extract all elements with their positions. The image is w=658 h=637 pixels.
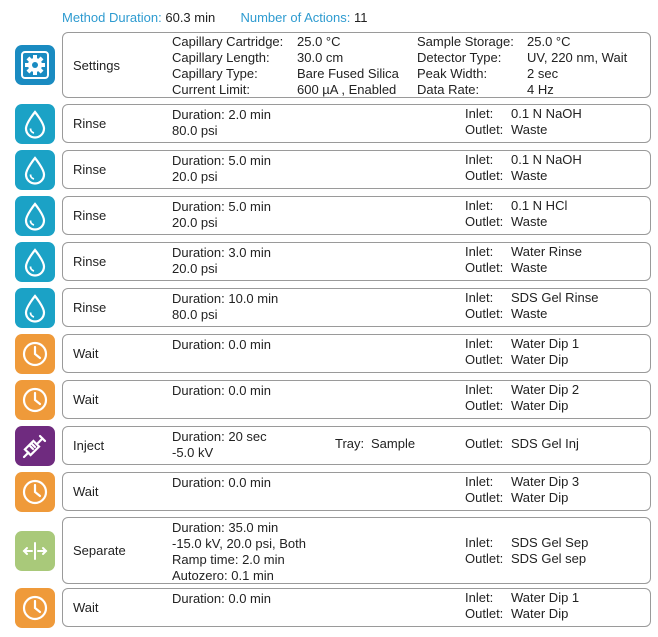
step-details bbox=[172, 199, 271, 231]
tray-value: Sample bbox=[371, 436, 416, 451]
settings-left-labels bbox=[172, 34, 283, 98]
step-detail-line: Duration: 0.0 min bbox=[172, 337, 271, 352]
outlet-label: Outlet: bbox=[465, 168, 504, 183]
inlet-outlet-labels bbox=[465, 198, 503, 230]
inlet-label: Inlet: bbox=[465, 152, 494, 167]
outlet-value: Water Dip bbox=[511, 398, 569, 413]
setting-label: Current Limit: bbox=[172, 82, 251, 97]
step-detail-line: 20.0 psi bbox=[172, 261, 218, 276]
outlet-value: Water Dip bbox=[511, 352, 569, 367]
method-duration-label: Method Duration: bbox=[62, 10, 162, 25]
step-detail-line: Duration: 0.0 min bbox=[172, 475, 271, 490]
outlet-value: Waste bbox=[511, 260, 548, 275]
step-detail-line: Duration: 20 sec bbox=[172, 429, 267, 444]
setting-label: Capillary Length: bbox=[172, 50, 270, 65]
method-summary bbox=[62, 10, 367, 25]
step-card[interactable] bbox=[62, 104, 651, 143]
step-details bbox=[172, 245, 271, 277]
step-name: Inject bbox=[73, 438, 105, 453]
step-name: Wait bbox=[73, 484, 99, 499]
step-row-separate[interactable] bbox=[0, 517, 658, 584]
step-row-rinse[interactable] bbox=[0, 196, 658, 235]
tray-label: Tray: bbox=[335, 436, 365, 451]
step-detail-line: Duration: 0.0 min bbox=[172, 383, 271, 398]
outlet-value: Waste bbox=[511, 214, 548, 229]
inlet-value: 0.1 N HCl bbox=[511, 198, 568, 213]
setting-value: 4 Hz bbox=[527, 82, 554, 97]
inlet-outlet-values bbox=[511, 535, 588, 567]
step-detail-line: Duration: 5.0 min bbox=[172, 199, 271, 214]
step-card[interactable] bbox=[62, 380, 651, 419]
outlet-value: Waste bbox=[511, 306, 548, 321]
outlet-label: Outlet: bbox=[465, 352, 504, 367]
setting-label: Data Rate: bbox=[417, 82, 480, 97]
inlet-outlet-values bbox=[511, 336, 579, 368]
outlet-label: Outlet: bbox=[465, 214, 504, 229]
inlet-outlet-labels bbox=[465, 474, 503, 506]
step-card[interactable] bbox=[62, 334, 651, 373]
step-card[interactable] bbox=[62, 472, 651, 511]
settings-right-values bbox=[527, 34, 627, 98]
setting-label: Peak Width: bbox=[417, 66, 488, 81]
water-drop-icon bbox=[15, 150, 55, 190]
inlet-label: Inlet: bbox=[465, 106, 494, 121]
setting-value: 600 µA , Enabled bbox=[297, 82, 397, 97]
water-drop-icon bbox=[15, 196, 55, 236]
step-details bbox=[172, 429, 267, 461]
inlet-value: SDS Gel Sep bbox=[511, 535, 589, 550]
inlet-label: Inlet: bbox=[465, 198, 494, 213]
step-detail-line: Duration: 0.0 min bbox=[172, 591, 271, 606]
inlet-value: Water Dip 3 bbox=[511, 474, 580, 489]
step-details bbox=[172, 383, 271, 399]
inlet-outlet-values bbox=[511, 474, 579, 506]
inlet-label: Inlet: bbox=[465, 336, 494, 351]
step-name: Wait bbox=[73, 346, 99, 361]
outlet-label: Outlet: bbox=[465, 306, 504, 321]
inlet-value: Water Rinse bbox=[511, 244, 583, 259]
clock-icon bbox=[15, 472, 55, 512]
outlet-value: Waste bbox=[511, 122, 548, 137]
clock-icon bbox=[15, 588, 55, 628]
outlet-value: SDS Gel Inj bbox=[511, 436, 579, 451]
inlet-label: Inlet: bbox=[465, 244, 494, 259]
step-row-wait[interactable] bbox=[0, 588, 658, 627]
step-row-wait[interactable] bbox=[0, 472, 658, 511]
inlet-outlet-labels bbox=[465, 152, 503, 184]
step-detail-line: 80.0 psi bbox=[172, 307, 218, 322]
outlet-label: Outlet: bbox=[465, 398, 504, 413]
clock-icon bbox=[15, 334, 55, 374]
inlet-value: 0.1 N NaOH bbox=[511, 152, 582, 167]
inlet-outlet-values bbox=[511, 290, 598, 322]
step-details bbox=[172, 475, 271, 491]
step-row-rinse[interactable] bbox=[0, 104, 658, 143]
setting-label: Capillary Cartridge: bbox=[172, 34, 284, 49]
step-detail-line: Duration: 35.0 min bbox=[172, 520, 279, 535]
inlet-outlet-labels bbox=[465, 590, 503, 622]
step-row-rinse[interactable] bbox=[0, 288, 658, 327]
outlet-value: Water Dip bbox=[511, 606, 569, 621]
setting-label: Capillary Type: bbox=[172, 66, 258, 81]
step-detail-line: Ramp time: 2.0 min bbox=[172, 552, 285, 567]
inlet-value: Water Dip 1 bbox=[511, 590, 580, 605]
inlet-outlet-labels bbox=[465, 290, 503, 322]
inlet-value: Water Dip 1 bbox=[511, 336, 580, 351]
step-detail-line: 20.0 psi bbox=[172, 169, 218, 184]
inlet-label: Inlet: bbox=[465, 290, 494, 305]
step-card[interactable] bbox=[62, 426, 651, 465]
step-name: Rinse bbox=[73, 116, 107, 131]
inlet-value: Water Dip 2 bbox=[511, 382, 580, 397]
step-detail-line: 20.0 psi bbox=[172, 215, 218, 230]
number-of-actions-value: 11 bbox=[353, 10, 368, 25]
inlet-outlet-labels bbox=[465, 382, 503, 414]
step-card[interactable] bbox=[62, 517, 651, 584]
gear-icon bbox=[15, 45, 55, 85]
inlet-outlet-labels bbox=[465, 106, 503, 138]
water-drop-icon bbox=[15, 242, 55, 282]
step-name: Wait bbox=[73, 600, 99, 615]
step-details bbox=[172, 153, 271, 185]
inlet-label: Inlet: bbox=[465, 474, 494, 489]
setting-value: Bare Fused Silica bbox=[297, 66, 399, 81]
step-card[interactable] bbox=[62, 588, 651, 627]
step-row-wait[interactable] bbox=[0, 380, 658, 419]
step-card[interactable] bbox=[62, 196, 651, 235]
inlet-outlet-values bbox=[511, 106, 582, 138]
inlet-outlet-values bbox=[511, 590, 579, 622]
step-detail-line: Duration: 5.0 min bbox=[172, 153, 271, 168]
settings-row[interactable] bbox=[0, 32, 658, 98]
step-details bbox=[172, 291, 278, 323]
settings-right-labels bbox=[417, 34, 514, 98]
step-details bbox=[172, 520, 306, 584]
step-detail-line: -15.0 kV, 20.0 psi, Both bbox=[172, 536, 306, 551]
step-name: Rinse bbox=[73, 300, 107, 315]
inlet-label: Inlet: bbox=[465, 590, 494, 605]
step-name: Wait bbox=[73, 392, 99, 407]
step-detail-line: Duration: 3.0 min bbox=[172, 245, 271, 260]
outlet-value: Water Dip bbox=[511, 490, 569, 505]
inlet-outlet-labels bbox=[465, 336, 503, 368]
step-name: Settings bbox=[73, 57, 120, 73]
step-details bbox=[172, 107, 271, 139]
step-card[interactable] bbox=[62, 150, 651, 189]
inlet-outlet-values bbox=[511, 152, 582, 184]
step-detail-line: -5.0 kV bbox=[172, 445, 214, 460]
inlet-outlet-values bbox=[511, 198, 567, 230]
step-name: Separate bbox=[73, 543, 126, 558]
step-detail-line: 80.0 psi bbox=[172, 123, 218, 138]
step-row-inject[interactable] bbox=[0, 426, 658, 465]
outlet-label: Outlet: bbox=[465, 122, 504, 137]
step-name: Rinse bbox=[73, 208, 107, 223]
step-name: Rinse bbox=[73, 162, 107, 177]
outlet-label: Outlet: bbox=[465, 551, 504, 566]
outlet-label: Outlet: bbox=[465, 490, 504, 505]
inlet-outlet-values bbox=[511, 382, 579, 414]
outlet-value: Waste bbox=[511, 168, 548, 183]
setting-value: 2 sec bbox=[527, 66, 559, 81]
inlet-label: Inlet: bbox=[465, 535, 494, 550]
setting-value: 25.0 °C bbox=[527, 34, 571, 49]
inlet-outlet-labels bbox=[465, 535, 503, 567]
step-row-rinse[interactable] bbox=[0, 242, 658, 281]
step-details bbox=[172, 337, 271, 353]
method-duration-value: 60.3 min bbox=[165, 10, 216, 25]
inlet-value: SDS Gel Rinse bbox=[511, 290, 599, 305]
water-drop-icon bbox=[15, 104, 55, 144]
step-detail-line: Duration: 10.0 min bbox=[172, 291, 279, 306]
outlet-label: Outlet: bbox=[465, 260, 504, 275]
step-details bbox=[172, 591, 271, 607]
setting-label: Detector Type: bbox=[417, 50, 502, 65]
step-card[interactable] bbox=[62, 242, 651, 281]
settings-card[interactable] bbox=[62, 32, 651, 98]
step-row-rinse[interactable] bbox=[0, 150, 658, 189]
settings-left-values bbox=[297, 34, 399, 98]
water-drop-icon bbox=[15, 288, 55, 328]
inlet-outlet-labels bbox=[465, 244, 503, 276]
inlet-outlet-values bbox=[511, 244, 582, 276]
outlet-label: Outlet: bbox=[465, 436, 504, 451]
step-detail-line: Duration: 2.0 min bbox=[172, 107, 271, 122]
step-detail-line: Autozero: 0.1 min bbox=[172, 568, 274, 583]
outlet-value: SDS Gel sep bbox=[511, 551, 587, 566]
setting-label: Sample Storage: bbox=[417, 34, 514, 49]
step-row-wait[interactable] bbox=[0, 334, 658, 373]
clock-icon bbox=[15, 380, 55, 420]
inlet-label: Inlet: bbox=[465, 382, 494, 397]
step-name: Rinse bbox=[73, 254, 107, 269]
syringe-icon bbox=[15, 426, 55, 466]
setting-value: 30.0 cm bbox=[297, 50, 344, 65]
outlet-label: Outlet: bbox=[465, 606, 504, 621]
step-card[interactable] bbox=[62, 288, 651, 327]
setting-value: UV, 220 nm, Wait bbox=[527, 50, 628, 65]
separate-arrows-icon bbox=[15, 531, 55, 571]
number-of-actions-label: Number of Actions: bbox=[240, 10, 351, 25]
inlet-value: 0.1 N NaOH bbox=[511, 106, 582, 121]
setting-value: 25.0 °C bbox=[297, 34, 341, 49]
